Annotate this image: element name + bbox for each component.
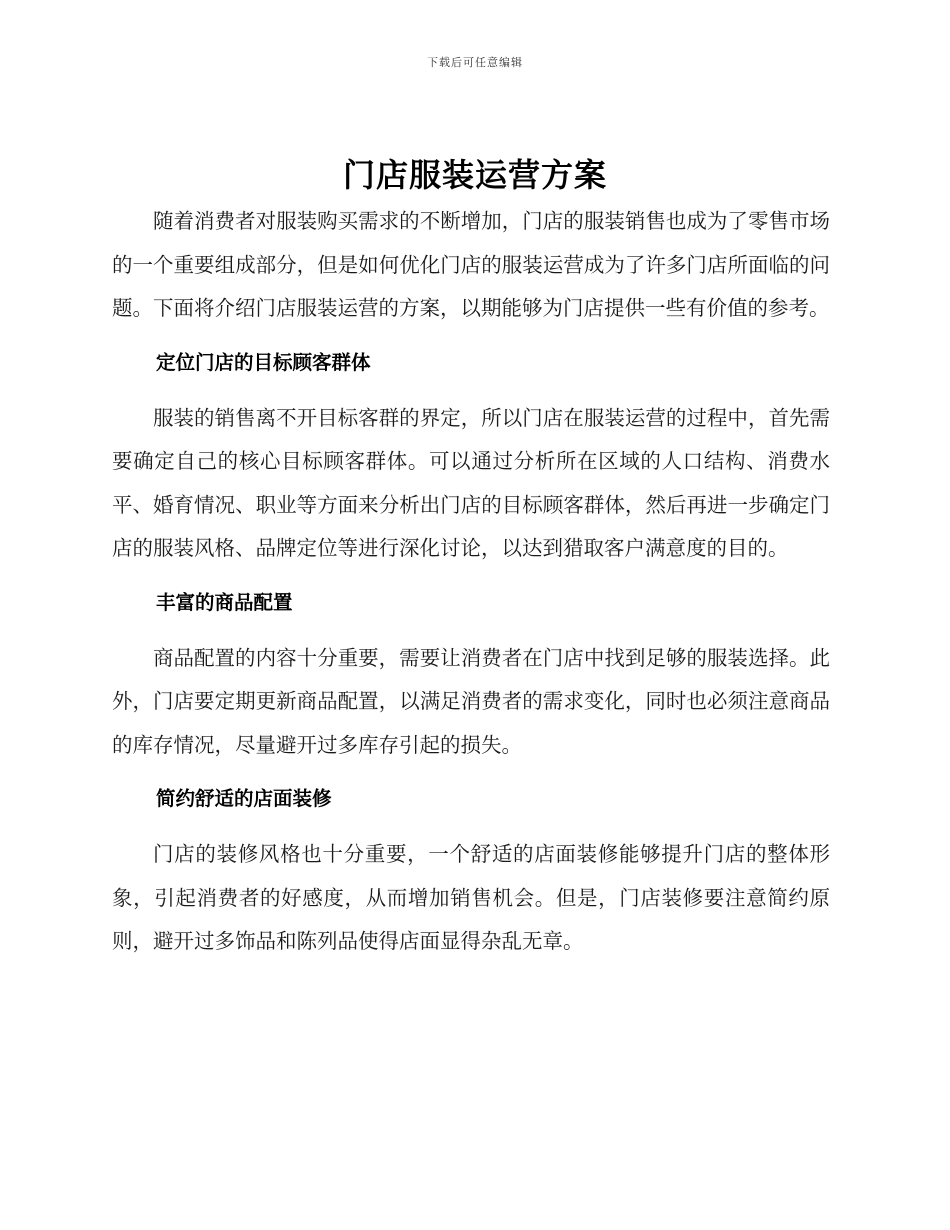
section-heading-product-assortment: 丰富的商品配置: [156, 590, 293, 614]
section-heading-store-decoration: 简约舒适的店面装修: [156, 787, 332, 810]
section-body-product-assortment: 商品配置的内容十分重要，需要让消费者在门店中找到足够的服装选择。此外，门店要定期更新商品配置，以满足消费者的需求变化，同时也必须注意商品的库存情况，尽量避开过多库存引起的损失。: [112, 645, 830, 757]
document-title: 门店服装运营方案: [342, 156, 607, 194]
document-body: [112, 200, 830, 964]
section-body-store-decoration: 门店的装修风格也十分重要，一个舒适的店面装修能够提升门店的整体形象，引起消费者的好感度，从而增加销售机会。但是，门店装修要注意简约原则，避开过多饰品和陈列品使得店面显得杂乱无章。: [112, 842, 830, 953]
header-note: 下载后可任意编辑: [427, 56, 523, 69]
section-heading-target-customers: 定位门店的目标顾客群体: [156, 350, 371, 374]
intro-paragraph: 随着消费者对服装购买需求的不断增加，门店的服装销售也成为了零售市场的一个重要组成部分，但是如何优化门店的服装运营成为了许多门店所面临的问题。下面将介绍门店服装运营的方案，以期能够为门店提供一些有价值的参考。: [112, 209, 830, 320]
section-body-target-customers: 服装的销售离不开目标客群的界定，所以门店在服装运营的过程中，首先需要确定自己的核心目标顾客群体。可以通过分析所在区域的人口结构、消费水平、婚育情况、职业等方面来分析出门店的目标顾客群体，然后再进一步确定门店的服装风格、品牌定位等进行深化讨论，以达到猎取客户满意度的目的。: [112, 405, 830, 560]
